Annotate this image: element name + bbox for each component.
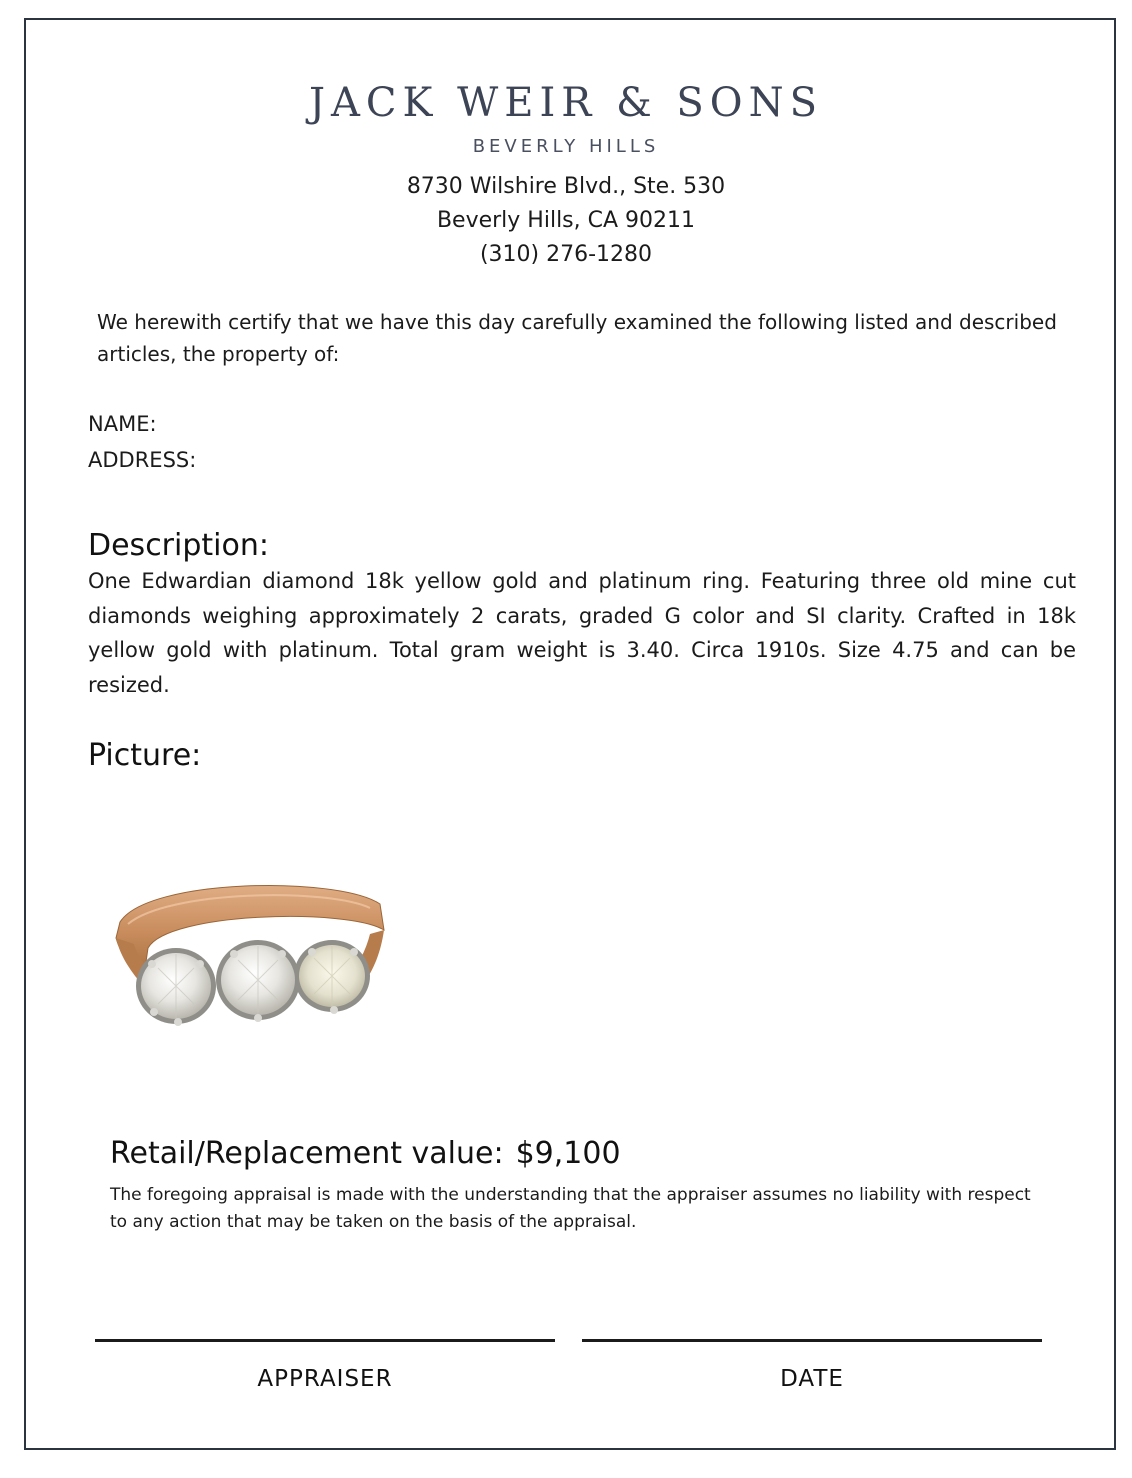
- owner-address-label: ADDRESS:: [88, 448, 197, 472]
- disclaimer-text: The foregoing appraisal is made with the understanding that the appraiser assumes no liability with respect to any action that may be taken on the basis of the appraisal.: [110, 1185, 1031, 1232]
- picture-heading: Picture:: [88, 738, 202, 773]
- owner-name-label: NAME:: [88, 412, 157, 436]
- brand-title: JACK WEIR & SONS: [309, 80, 823, 126]
- date-signature-line: [582, 1339, 1042, 1342]
- valuation-row: [110, 1136, 621, 1171]
- phone-number: (310) 276-1280: [479, 242, 653, 267]
- description-heading: Description:: [88, 528, 269, 563]
- valuation-amount: $9,100: [515, 1136, 621, 1171]
- appraiser-signature-line: [95, 1339, 555, 1342]
- ring-image: [108, 868, 398, 1048]
- date-label: DATE: [780, 1366, 844, 1392]
- certification-statement: We herewith certify that we have this day carefully examined the following listed and described articles, the property of:: [97, 310, 1057, 366]
- address-line-2: Beverly Hills, CA 90211: [436, 208, 696, 233]
- appraiser-label: APPRAISER: [257, 1366, 393, 1392]
- valuation-label: Retail/Replacement value:: [110, 1136, 504, 1171]
- address-line-1: 8730 Wilshire Blvd., Ste. 530: [406, 174, 726, 199]
- brand-location: BEVERLY HILLS: [472, 136, 660, 157]
- description-text: One Edwardian diamond 18k yellow gold and platinum ring. Featuring three old mine cut diamonds weighing approximately 2 carats, graded G color and SI clarity. Crafted in 18k yellow gold with platinum. Total gram weight is 3.40. Circa 1910s. Size 4.75 and can be resized.: [88, 569, 1076, 697]
